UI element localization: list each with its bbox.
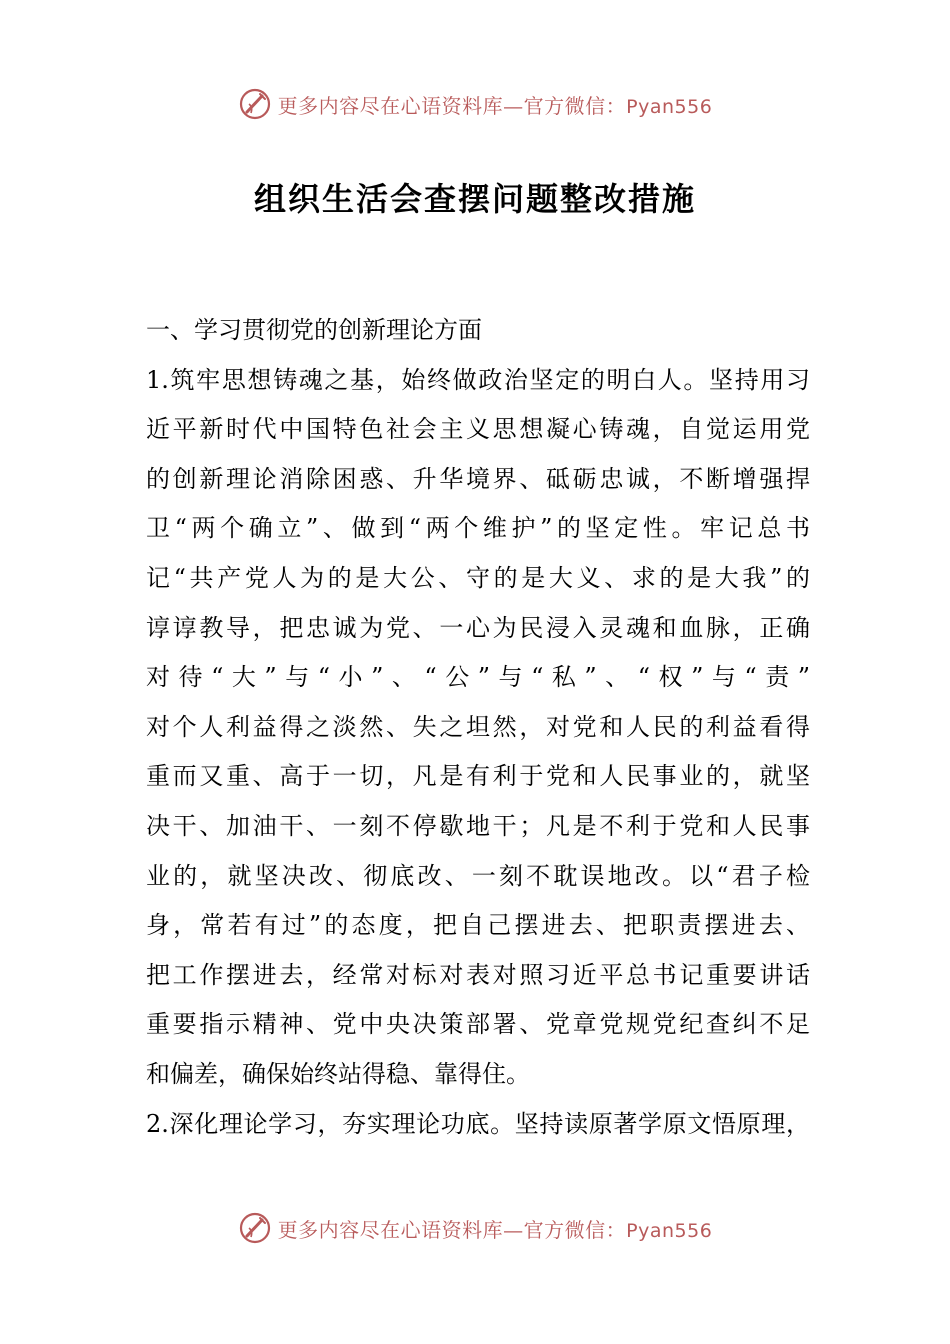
paragraph-line: 重而又重、高于一切，凡是有利于党和人民事业的，就坚 [146, 762, 810, 791]
paragraph-line: 业的，就坚决改、彻底改、一刻不耽误地改。以“君子检 [146, 861, 810, 890]
paragraph-line: 卫“两个确立”、做到“两个维护”的坚定性。牢记总书 [146, 514, 810, 543]
paragraph-line: 把工作摆进去，经常对标对表对照习近平总书记重要讲话 [146, 960, 810, 989]
watermark-text: 更多内容尽在心语资料库—官方微信：Pyan556 [277, 1217, 713, 1242]
header-watermark [0, 84, 950, 124]
paragraph-line: 决干、加油干、一刻不停歇地干；凡是不利于党和人民事 [146, 811, 810, 840]
section-heading: 一、学习贯彻党的创新理论方面 [146, 316, 482, 344]
document-title: 组织生活会查摆问题整改措施 [253, 180, 696, 218]
paragraph-line: 记“共产党人为的是大公、守的是大义、求的是大我”的 [146, 563, 810, 592]
paragraph-line: 近平新时代中国特色社会主义思想凝心铸魂，自觉运用党 [146, 415, 810, 444]
footer-watermark [0, 1208, 950, 1248]
paragraph-line: 和偏差，确保始终站得稳、靠得住。 [146, 1059, 530, 1088]
pen-logo-icon [238, 87, 272, 121]
paragraph-line: 2.深化理论学习，夯实理论功底。坚持读原著学原文悟原理， [146, 1109, 810, 1138]
paragraph-line: 谆谆教导，把忠诚为党、一心为民浸入灵魂和血脉，正确 [146, 613, 810, 642]
watermark-text: 更多内容尽在心语资料库—官方微信：Pyan556 [277, 93, 713, 118]
paragraph-line: 对待“大”与“小”、“公”与“私”、“权”与“责” [146, 663, 810, 692]
paragraph-line: 对个人利益得之淡然、失之坦然，对党和人民的利益看得 [146, 712, 810, 741]
paragraph-line: 重要指示精神、党中央决策部署、党章党规党纪查纠不足 [146, 1010, 810, 1039]
pen-logo-icon [238, 1211, 272, 1245]
paragraph-line: 1.筑牢思想铸魂之基，始终做政治坚定的明白人。坚持用习 [146, 365, 810, 394]
document-body [146, 306, 810, 1149]
paragraph-line: 身，常若有过”的态度，把自己摆进去、把职责摆进去、 [146, 911, 810, 940]
paragraph-line: 的创新理论消除困惑、升华境界、砥砺忠诚，不断增强捍 [146, 464, 810, 493]
